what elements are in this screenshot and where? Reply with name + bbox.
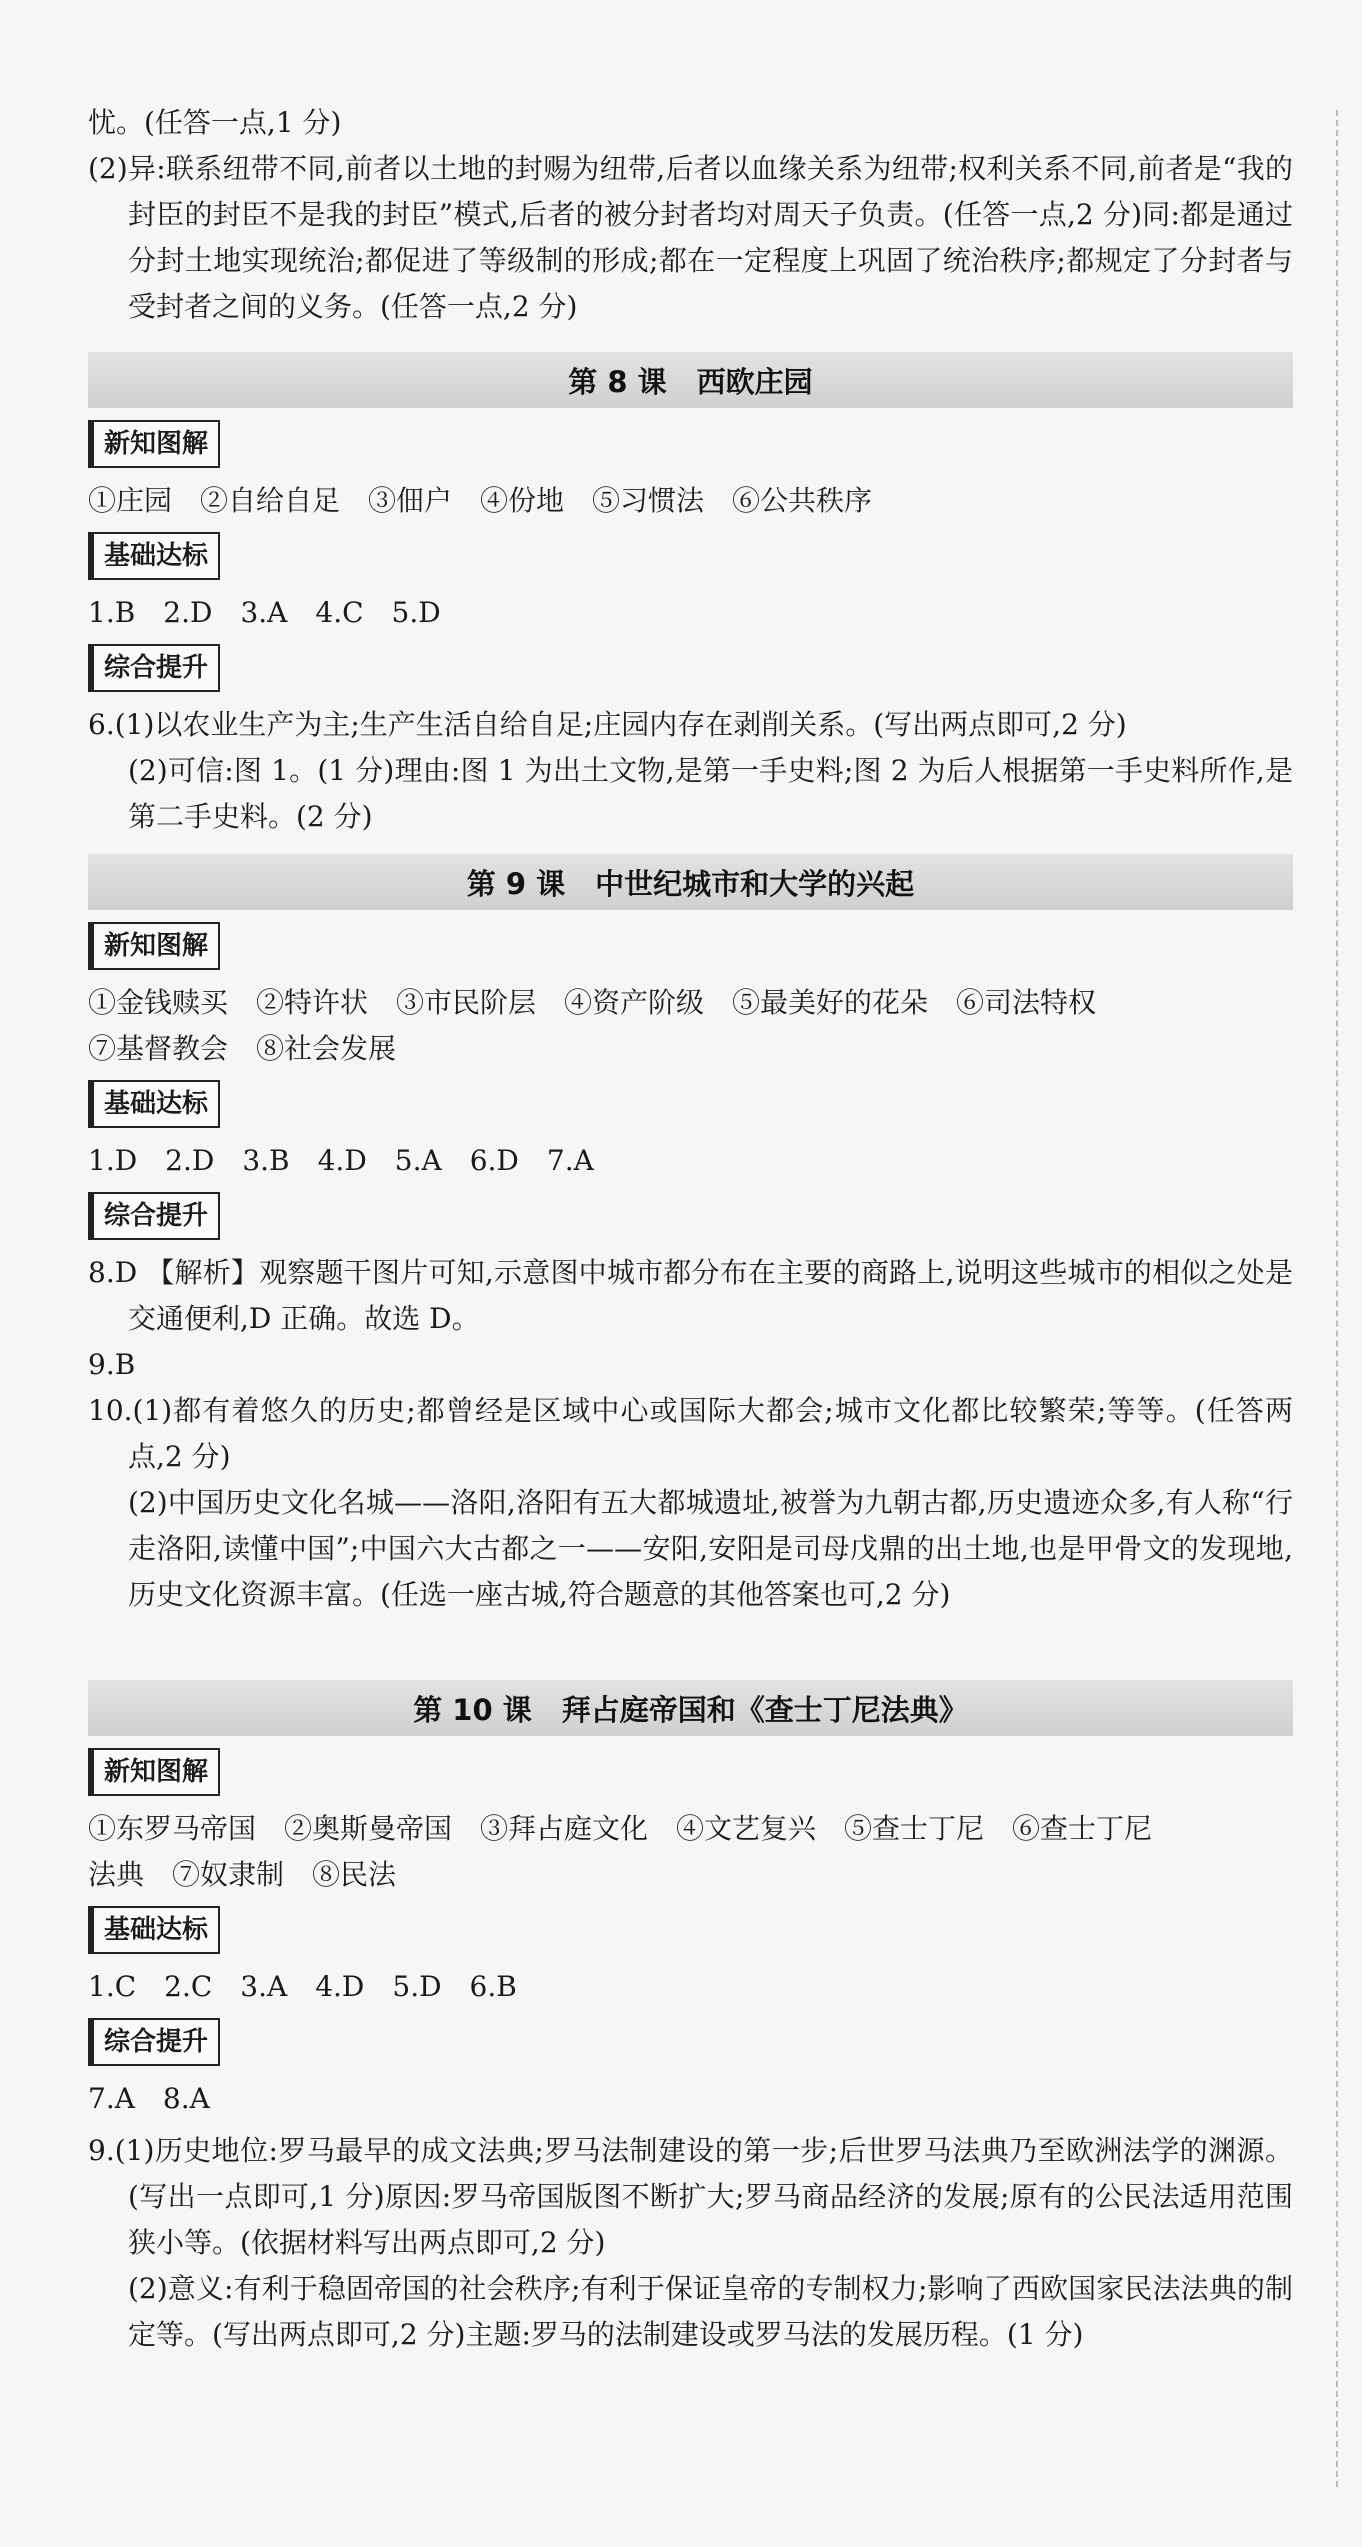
intro-line-1: 忧。(任答一点,1 分) (88, 106, 342, 139)
lesson10-tag-basic: 基础达标 (88, 1906, 220, 1954)
lesson8-number: 第 8 课 (568, 364, 667, 399)
intro-line-2: (2)异:联系纽带不同,前者以土地的封赐为纽带,后者以血缘关系为纽带;权利关系不同,前者是“我的封臣的封臣不是我的封臣”模式,后者的被分封者均对周天子负责。(任答一点,2 分)同:都是通过分封土地实现统治;都促进了等级制的形成;都在一定程度上巩固了统治秩序;都规定了分封者与受封者之间的义务。(任答一点,2 分) (88, 152, 1293, 323)
lesson9-q10-2: (2)中国历史文化名城——洛阳,洛阳有五大都城遗址,被誉为九朝古都,历史遗迹众多,有人称“行走洛阳,读懂中国”;中国六大古都之一——安阳,安阳是司母戊鼎的出土地,也是甲骨文的发现地,历史文化资源丰富。(任选一座古城,符合题意的其他答案也可,2 分) (128, 1486, 1293, 1611)
lesson9-name: 中世纪城市和大学的兴起 (595, 866, 915, 901)
lesson10-tag-new: 新知图解 (88, 1748, 220, 1796)
lesson9-q9: 9.B (88, 1348, 136, 1381)
intro-section (88, 100, 1293, 330)
lesson8-tag-advanced: 综合提升 (88, 644, 220, 692)
lesson8-name: 西欧庄园 (696, 364, 813, 399)
lesson10-title-bar (88, 1680, 1293, 1736)
lesson9-answers: 1.D 2.D 3.B 4.D 5.A 6.D 7.A (88, 1144, 594, 1177)
lesson9-number: 第 9 课 (466, 866, 566, 901)
lesson8-tag-basic: 基础达标 (88, 532, 220, 580)
lesson10-number: 第 10 课 (413, 1692, 532, 1727)
lesson8-q6 (88, 702, 1293, 840)
lesson9-questions (88, 1250, 1293, 1618)
lesson10-name: 拜占庭帝国和《查士丁尼法典》 (561, 1692, 968, 1727)
lesson10-q9-2: (2)意义:有利于稳固帝国的社会秩序;有利于保证皇帝的专制权力;影响了西欧国家民法法典的制定等。(写出两点即可,2 分)主题:罗马的法制建设或罗马法的发展历程。(1 分) (128, 2272, 1293, 2351)
lesson9-terms-2: ⑦基督教会 ⑧社会发展 (88, 1032, 397, 1065)
lesson9-title-bar (88, 854, 1293, 910)
lesson10-q9 (88, 2128, 1293, 2358)
lesson9-terms-1: ①金钱赎买 ②特许状 ③市民阶层 ④资产阶级 ⑤最美好的花朵 ⑥司法特权 (88, 986, 1097, 1019)
lesson9-tag-new: 新知图解 (88, 922, 220, 970)
lesson8-tag-new: 新知图解 (88, 420, 220, 468)
lesson10-q7-8: 7.A 8.A (88, 2082, 210, 2115)
lesson8-terms: ①庄园 ②自给自足 ③佃户 ④份地 ⑤习惯法 ⑥公共秩序 (88, 484, 873, 517)
lesson8-q6-2: (2)可信:图 1。(1 分)理由:图 1 为出土文物,是第一手史料;图 2 为后人根据第一手史料所作,是第二手史料。(2 分) (128, 754, 1293, 833)
lesson10-q9-1: 9.(1)历史地位:罗马最早的成文法典;罗马法制建设的第一步;后世罗马法典乃至欧洲法学的渊源。(写出一点即可,1 分)原因:罗马帝国版图不断扩大;罗马商品经济的发展;原有的公民法适用范围狭小等。(依据材料写出两点即可,2 分) (88, 2134, 1293, 2259)
lesson10-answers: 1.C 2.C 3.A 4.D 5.D 6.B (88, 1970, 517, 2003)
lesson8-title-bar (88, 352, 1293, 408)
lesson9-q8: 8.D 【解析】观察题干图片可知,示意图中城市都分布在主要的商路上,说明这些城市的相似之处是交通便利,D 正确。故选 D。 (88, 1256, 1293, 1335)
lesson10-terms-2: 法典 ⑦奴隶制 ⑧民法 (88, 1858, 397, 1891)
lesson9-tag-basic: 基础达标 (88, 1080, 220, 1128)
lesson9-q10-1: 10.(1)都有着悠久的历史;都曾经是区域中心或国际大都会;城市文化都比较繁荣;等等。(任答两点,2 分) (88, 1394, 1293, 1473)
lesson9-tag-advanced: 综合提升 (88, 1192, 220, 1240)
margin-dashed-line (1336, 110, 1338, 2487)
lesson10-tag-advanced: 综合提升 (88, 2018, 220, 2066)
lesson8-q6-1: 6.(1)以农业生产为主;生产生活自给自足;庄园内存在剥削关系。(写出两点即可,2 分) (88, 708, 1127, 741)
lesson8-answers: 1.B 2.D 3.A 4.C 5.D (88, 596, 441, 629)
lesson10-terms-1: ①东罗马帝国 ②奥斯曼帝国 ③拜占庭文化 ④文艺复兴 ⑤查士丁尼 ⑥查士丁尼 (88, 1812, 1153, 1845)
